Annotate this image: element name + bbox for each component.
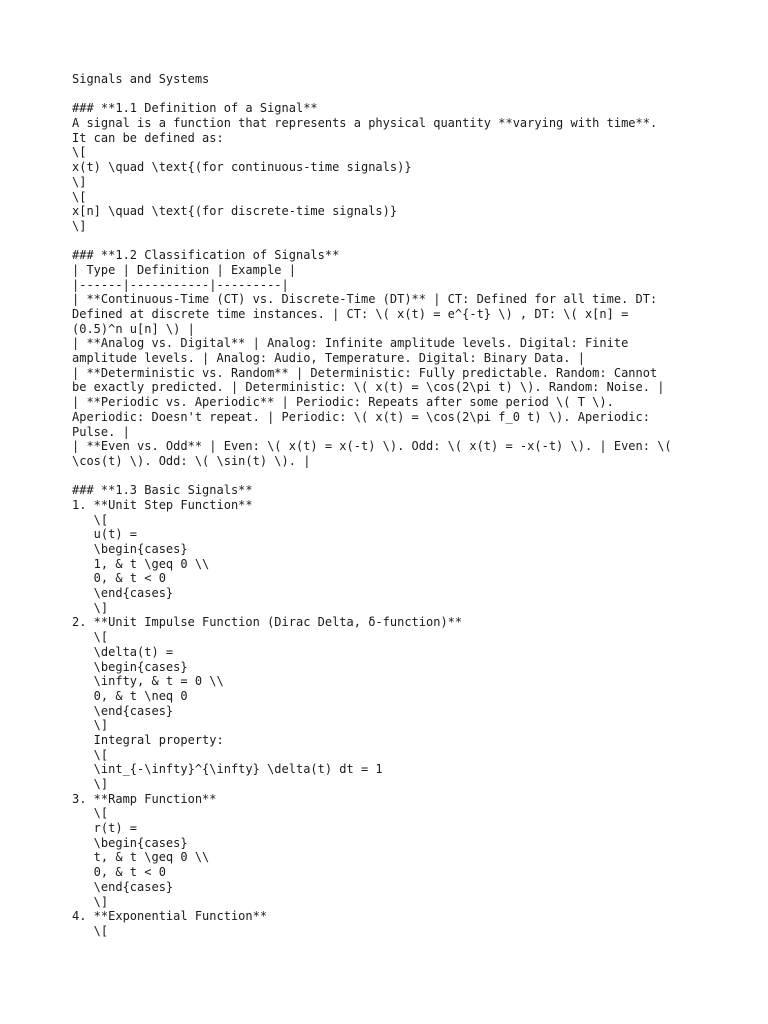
text-line: \[	[72, 747, 109, 762]
text-line: be exactly predicted. | Deterministic: \( x(t) = \cos(2\pi t) \). Random: Noise. |	[72, 380, 665, 395]
text-line: A signal is a function that represents a physical quantity **varying with time**.	[72, 116, 658, 131]
text-line: 4. **Exponential Function**	[72, 909, 268, 924]
text-line: \[	[72, 923, 109, 938]
text-line: | Type | Definition | Example |	[72, 262, 296, 277]
text-line: 0, & t < 0	[72, 571, 166, 586]
text-line: | **Deterministic vs. Random** | Deterministic: Fully predictable. Random: Cannot	[72, 365, 658, 380]
text-line: | **Continuous-Time (CT) vs. Discrete-Time (DT)** | CT: Defined for all time. DT:	[72, 292, 658, 307]
text-line: \]	[72, 777, 109, 792]
text-line: (0.5)^n u[n] \) |	[72, 321, 195, 336]
text-line: | **Analog vs. Digital** | Analog: Infinite amplitude levels. Digital: Finite	[72, 336, 629, 351]
text-line: t, & t \geq 0 \\	[72, 850, 210, 865]
text-line: \begin{cases}	[72, 835, 188, 850]
document-body	[72, 87, 712, 939]
text-line: \]	[72, 894, 109, 909]
text-line: \]	[72, 600, 109, 615]
text-line: \infty, & t = 0 \\	[72, 674, 224, 689]
text-line: u(t) =	[72, 527, 138, 542]
text-line: \begin{cases}	[72, 542, 188, 557]
text-line: 1. **Unit Step Function**	[72, 497, 253, 512]
text-line: r(t) =	[72, 821, 138, 836]
text-line: x(t) \quad \text{(for continuous-time signals)}	[72, 160, 412, 175]
text-line: ### **1.2 Classification of Signals**	[72, 248, 340, 263]
text-line: It can be defined as:	[72, 130, 224, 145]
text-line: Pulse. |	[72, 424, 130, 439]
text-line: Defined at discrete time instances. | CT: \( x(t) = e^{-t} \) , DT: \( x[n] =	[72, 307, 629, 322]
text-line: \]	[72, 174, 87, 189]
text-line: \end{cases}	[72, 703, 174, 718]
text-line: \[	[72, 512, 109, 527]
document-page	[72, 72, 712, 939]
document-title: Signals and Systems	[72, 72, 210, 86]
text-line: Integral property:	[72, 732, 224, 747]
text-line: 0, & t < 0	[72, 865, 166, 880]
text-line: \[	[72, 145, 87, 160]
text-line: | **Periodic vs. Aperiodic** | Periodic: Repeats after some period \( T \).	[72, 395, 614, 410]
text-line: \[	[72, 189, 87, 204]
text-line: \int_{-\infty}^{\infty} \delta(t) dt = 1	[72, 762, 383, 777]
blank-line	[72, 234, 712, 249]
text-line: \end{cases}	[72, 586, 174, 601]
text-line: ### **1.1 Definition of a Signal**	[72, 101, 318, 116]
text-line: 1, & t \geq 0 \\	[72, 556, 210, 571]
text-line: \end{cases}	[72, 879, 174, 894]
text-line: \]	[72, 218, 87, 233]
blank-line	[72, 87, 712, 102]
text-line: Aperiodic: Doesn't repeat. | Periodic: \( x(t) = \cos(2\pi f_0 t) \). Aperiodic:	[72, 409, 650, 424]
text-line: \delta(t) =	[72, 644, 174, 659]
text-line: \begin{cases}	[72, 659, 188, 674]
text-line: 3. **Ramp Function**	[72, 791, 217, 806]
blank-line	[72, 469, 712, 484]
text-line: 2. **Unit Impulse Function (Dirac Delta, δ-function)**	[72, 615, 463, 630]
text-line: \[	[72, 630, 109, 645]
text-line: \[	[72, 806, 109, 821]
text-line: |------|-----------|---------|	[72, 277, 289, 292]
text-line: x[n] \quad \text{(for discrete-time signals)}	[72, 204, 398, 219]
text-line: amplitude levels. | Analog: Audio, Temperature. Digital: Binary Data. |	[72, 351, 585, 366]
text-line: | **Even vs. Odd** | Even: \( x(t) = x(-t) \). Odd: \( x(t) = -x(-t) \). | Even: \(	[72, 439, 672, 454]
text-line: \cos(t) \). Odd: \( \sin(t) \). |	[72, 453, 311, 468]
text-line: \]	[72, 718, 109, 733]
text-line: ### **1.3 Basic Signals**	[72, 483, 253, 498]
text-line: 0, & t \neq 0	[72, 688, 188, 703]
